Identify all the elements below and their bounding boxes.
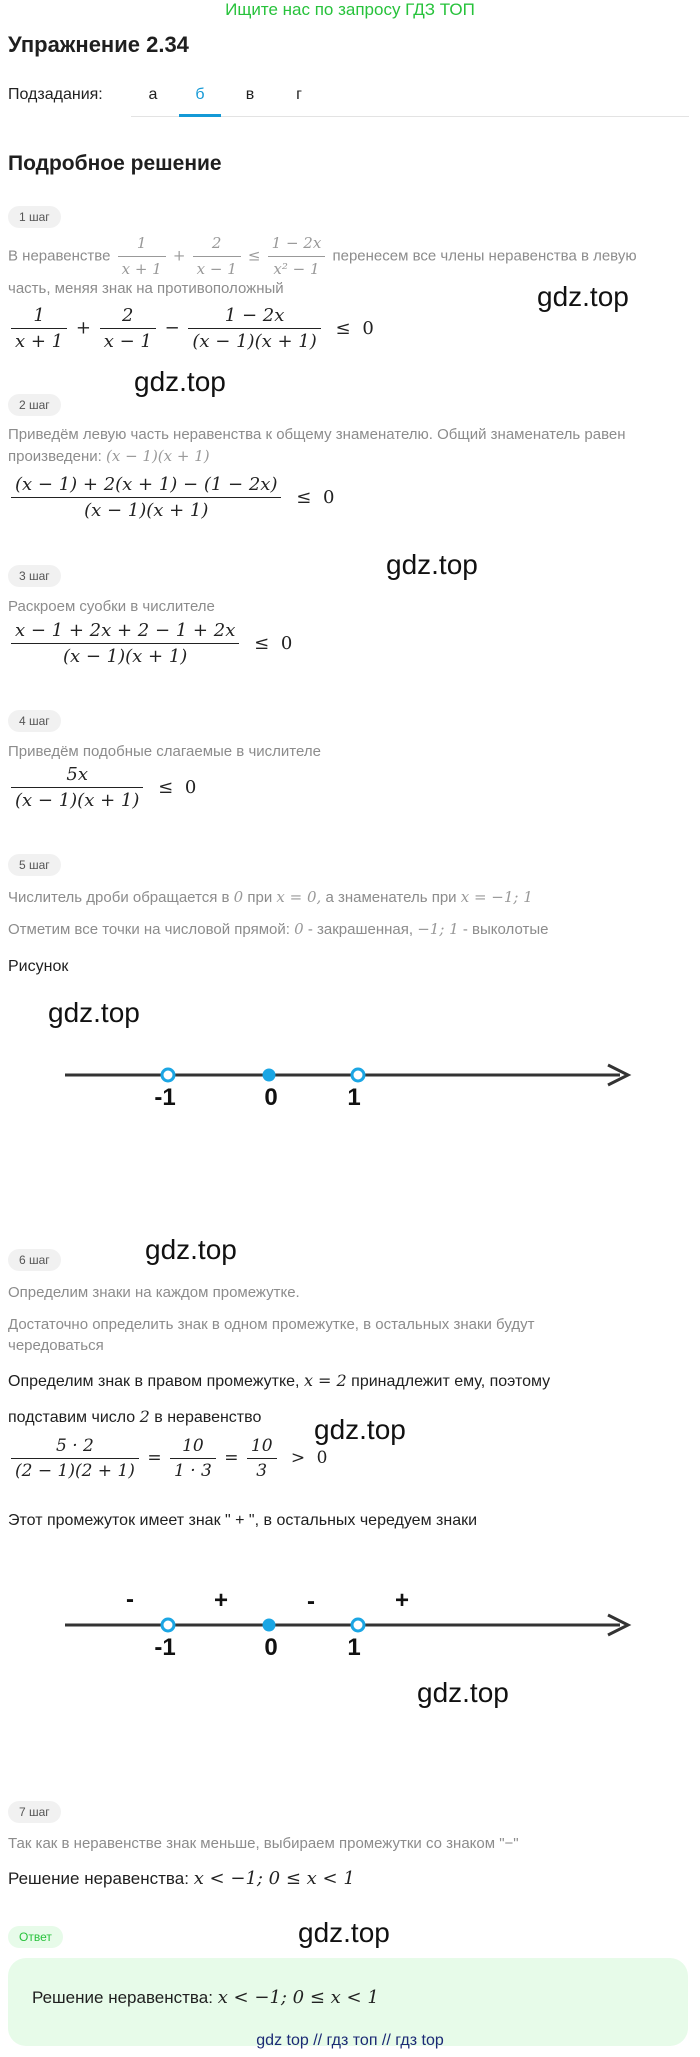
math: x = 0, (276, 888, 322, 906)
step-2-text: Приведём левую часть неравенства к общему знаменателю. Общий знаменатель равен (8, 426, 626, 443)
tab-a[interactable]: а (148, 86, 158, 103)
solution-label: Решение неравенства: (8, 1869, 189, 1888)
solution-expr: x < −1; 0 ≤ x < 1 (217, 1987, 379, 2008)
watermark: gdz.top (145, 1234, 237, 1265)
zero: 0 (323, 486, 335, 508)
math: x = 2 (303, 1371, 347, 1390)
watermark: gdz.top (134, 366, 226, 397)
section-title: Подробное решение (8, 152, 222, 175)
frac: $\frac{(x - 1) + 2(x + 1) - (1 - 2x)}{(x - 1)(x + 1)}$ (11, 474, 281, 521)
math: 0 (294, 920, 304, 938)
le-sign: ≤ (335, 317, 351, 339)
le-sign: ≤ (296, 486, 312, 508)
tick-label-neg1: -1 (154, 1084, 176, 1110)
step-4-formula (8, 764, 196, 811)
tick-label-0: 0 (264, 1084, 278, 1110)
page-title: Упражнение 2.34 (8, 32, 189, 57)
point-neg1-open (162, 1069, 174, 1081)
step-5-line1 (8, 887, 698, 908)
subtasks-tabs (131, 78, 689, 117)
step-7-text: Так как в неравенстве знак меньше, выбираем промежутки со знаком "−" (8, 1835, 519, 1852)
answer-badge: Ответ (8, 1926, 63, 1948)
eq-sign: = (224, 1448, 239, 1468)
sign-interval-2: + (213, 1587, 229, 1614)
step-6-text2: Достаточно определить знак в одном промежутке, в остальных знаки будут (8, 1316, 535, 1333)
minus-sign: − (164, 317, 180, 339)
step-1-formula (8, 305, 374, 352)
tick-label-1: 1 (347, 1634, 361, 1660)
text: Отметим все точки на числовой прямой: (8, 921, 290, 938)
watermark: gdz.top (314, 1414, 406, 1445)
step-6-text5: Этот промежуток имеет знак " + ", в остальных чередуем знаки (8, 1512, 478, 1529)
math: 0 (233, 888, 244, 906)
step-2-formula (8, 474, 335, 521)
watermark: gdz.top (48, 997, 140, 1028)
sign-interval-3: - (307, 1588, 315, 1615)
step-4-text: Приведём подобные слагаемые в числителе (8, 743, 321, 760)
step-6-text3 (8, 1370, 698, 1393)
text: - выколотые (462, 921, 549, 938)
text: Числитель дроби обращается в (8, 889, 230, 906)
text: принадлежит ему, поэтому (351, 1373, 551, 1390)
step-1-inline-frac-2: $\frac{2}{x - 1}$ (193, 233, 241, 280)
step-1-text-line2: часть, меняя знак на противоположный (8, 280, 284, 297)
point-1-open (352, 1619, 364, 1631)
step-1-badge: 1 шаг (8, 206, 61, 228)
step-1-text-before: В неравенстве (8, 247, 111, 265)
number-line-2 (0, 1580, 700, 1660)
frac-1: $\frac{1}{x + 1}$ (11, 305, 67, 352)
eq-sign: = (147, 1448, 162, 1468)
text: при (247, 889, 273, 906)
number-line-1 (0, 1050, 700, 1110)
sign-interval-4: + (394, 1587, 410, 1614)
text: Определим знак в правом промежутке, (8, 1373, 300, 1390)
le-sign: ≤ (247, 246, 261, 265)
active-tab-indicator (179, 114, 221, 117)
text: в неравенство (154, 1409, 262, 1426)
step-3-text: Раскроем суобки в числителе (8, 598, 215, 615)
frac-3: $\frac{1 - 2x}{(x - 1)(x + 1)}$ (188, 305, 320, 352)
text: подставим число (8, 1409, 136, 1426)
solution-label: Решение неравенства: (32, 1988, 213, 2007)
text: - закрашенная, (307, 921, 414, 938)
frac-2: $\frac{10}{1 \cdot 3}$ (170, 1436, 216, 1481)
tab-g[interactable]: г (296, 86, 302, 103)
tick-label-neg1: -1 (154, 1634, 176, 1660)
watermark: gdz.top (537, 281, 629, 312)
frac-1: $\frac{5 \cdot 2}{(2 - 1)(2 + 1)}$ (11, 1436, 139, 1481)
tick-label-1: 1 (347, 1084, 361, 1110)
watermark: gdz.top (386, 549, 478, 580)
step-5-badge: 5 шаг (8, 854, 61, 876)
step-1-inline-frac-1: $\frac{1}{x + 1}$ (118, 233, 166, 280)
gt-sign: > (290, 1448, 306, 1468)
answer-solution (32, 1987, 379, 2009)
zero: 0 (362, 317, 374, 339)
watermark: gdz.top (298, 1917, 390, 1948)
step-4-badge: 4 шаг (8, 710, 61, 732)
math: −1; 1 (417, 920, 459, 938)
watermark: gdz.top (417, 1677, 509, 1708)
step-6-text2b: чередоваться (8, 1337, 104, 1354)
point-0-filled (263, 1069, 276, 1082)
subtasks-label: Подзадания: (8, 86, 103, 103)
plus-sign: + (172, 246, 186, 265)
step-7-solution (8, 1868, 355, 1890)
step-6-badge: 6 шаг (8, 1249, 61, 1271)
step-1-text (8, 233, 698, 280)
point-0-filled (263, 1619, 276, 1632)
tab-b[interactable]: б (195, 86, 205, 103)
step-2-badge: 2 шаг (8, 394, 61, 416)
figure-label: Рисунок (8, 958, 69, 975)
le-sign: ≤ (158, 776, 174, 798)
step-5-line2 (8, 919, 698, 940)
step-7-badge: 7 шаг (8, 1801, 61, 1823)
zero: 0 (316, 1448, 328, 1468)
point-neg1-open (162, 1619, 174, 1631)
math: x = −1; 1 (460, 888, 533, 906)
tab-v[interactable]: в (245, 86, 255, 103)
step-1-inline-frac-3: $\frac{1 - 2x}{\text{x² − 1}}$ (268, 233, 326, 280)
step-2-text-line2 (8, 446, 210, 467)
le-sign: ≤ (254, 632, 270, 654)
point-1-open (352, 1069, 364, 1081)
step-2-label: произведени: (8, 448, 102, 465)
frac: $\frac{x - 1 + 2x + 2 - 1 + 2x}{(x - 1)(x + 1)}$ (11, 620, 239, 667)
step-6-formula (8, 1436, 327, 1481)
footer-links[interactable]: gdz top // гдз топ // гдз top (256, 2032, 444, 2049)
step-2-product: (x − 1)(x + 1) (105, 447, 210, 465)
zero: 0 (184, 776, 197, 798)
frac-2: $\frac{2}{x - 1}$ (100, 305, 156, 352)
step-3-badge: 3 шаг (8, 565, 61, 587)
step-6-text4 (8, 1406, 261, 1429)
solution-expr: x < −1; 0 ≤ x < 1 (193, 1868, 355, 1889)
text: а знаменатель при (325, 889, 457, 906)
frac: $\frac{5x}{(x - 1)(x + 1)}$ (11, 764, 143, 811)
top-search-link[interactable]: Ищите нас по запросу ГДЗ ТОП (225, 0, 475, 19)
frac-3: $\frac{10}{3}$ (247, 1436, 277, 1481)
step-3-formula (8, 620, 292, 667)
step-1-text-after: перенесем все члены неравенства в левую (332, 247, 637, 265)
plus-sign: + (75, 317, 91, 339)
math: 2 (139, 1407, 150, 1426)
sign-interval-1: - (126, 1586, 134, 1613)
zero: 0 (280, 632, 293, 654)
step-6-text1: Определим знаки на каждом промежутке. (8, 1284, 300, 1301)
tick-label-0: 0 (264, 1634, 278, 1660)
